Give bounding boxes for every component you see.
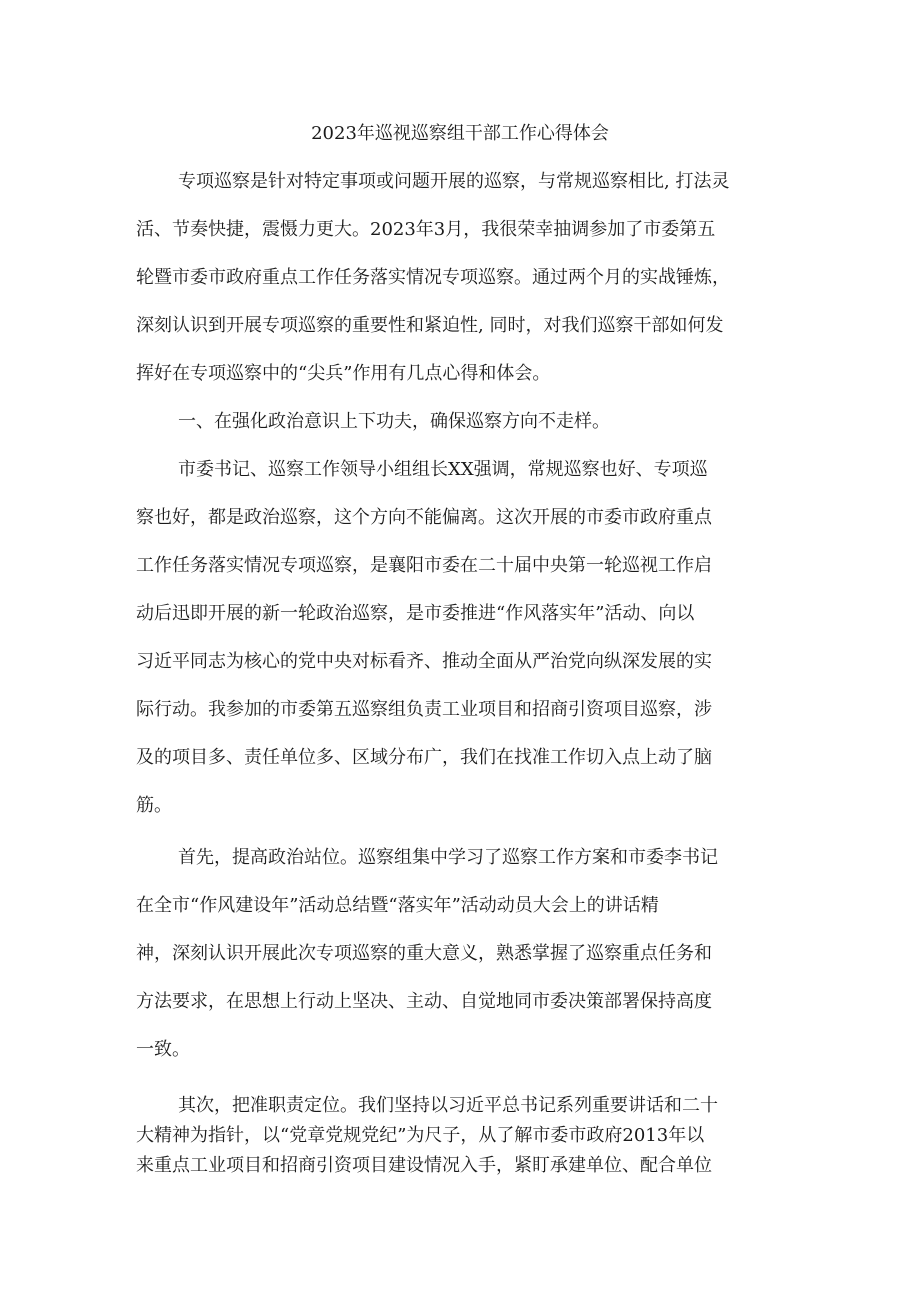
paragraph-3-line-2: 在全市“作风建设年”活动总结暨“落实年”活动动员大会上的讲话精 (136, 895, 659, 916)
paragraph-4-line-3: 来重点工业项目和招商引资项目建设情况入手，紧盯承建单位、配合单位 (136, 1155, 712, 1176)
paragraph-1-line-5: 挥好在专项巡察中的“尖兵”作用有几点心得和体会。 (136, 363, 551, 384)
paragraph-2-line-3: 工作任务落实情况专项巡察，是襄阳市委在二十届中央第一轮巡视工作启 (136, 555, 712, 576)
section-heading-1: 一、在强化政治意识上下功夫，确保巡察方向不走样。 (178, 411, 610, 432)
document-title: 2023年巡视巡察组干部工作心得体会 (311, 123, 609, 144)
paragraph-4-line-1: 其次，把准职责定位。我们坚持以习近平总书记系列重要讲话和二十 (178, 1095, 718, 1116)
paragraph-3-line-1: 首先，提高政治站位。巡察组集中学习了巡察工作方案和市委李书记 (178, 847, 718, 868)
paragraph-2-line-4: 动后迅即开展的新一轮政治巡察，是市委推进“作风落实年”活动、向以 (136, 603, 695, 624)
paragraph-4-line-2: 大精神为指针，以“党章党规党纪”为尺子，从了解市委市政府2013年以 (136, 1125, 705, 1146)
paragraph-1-line-1: 专项巡察是针对特定事项或问题开展的巡察，与常规巡察相比, 打法灵 (178, 171, 730, 192)
paragraph-2-line-7: 及的项目多、责任单位多、区域分布广，我们在找准工作切入点上动了脑 (136, 747, 712, 768)
paragraph-2-line-8: 筋。 (136, 795, 172, 816)
paragraph-2-line-6: 际行动。我参加的市委第五巡察组负责工业项目和招商引资项目巡察，涉 (136, 699, 712, 720)
paragraph-3-line-5: 一致。 (136, 1039, 190, 1060)
paragraph-2-line-2: 察也好，都是政治巡察，这个方向不能偏离。这次开展的市委市政府重点 (136, 507, 712, 528)
paragraph-3-line-4: 方法要求，在思想上行动上坚决、主动、自觉地同市委决策部署保持高度 (136, 991, 712, 1012)
paragraph-1-line-4: 深刻认识到开展专项巡察的重要性和紧迫性, 同时，对我们巡察干部如何发 (136, 315, 724, 336)
paragraph-1-line-2: 活、节奏快捷，震慑力更大。2023年3月，我很荣幸抽调参加了市委第五 (136, 219, 716, 240)
paragraph-2-line-5: 习近平同志为核心的党中央对标看齐、推动全面从严治党向纵深发展的实 (136, 651, 712, 672)
paragraph-1-line-3: 轮暨市委市政府重点工作任务落实情况专项巡察。通过两个月的实战锤炼， (136, 267, 730, 288)
paragraph-2-line-1: 市委书记、巡察工作领导小组组长XX强调，常规巡察也好、专项巡 (178, 459, 708, 480)
paragraph-3-line-3: 神，深刻认识开展此次专项巡察的重大意义，熟悉掌握了巡察重点任务和 (136, 943, 712, 964)
